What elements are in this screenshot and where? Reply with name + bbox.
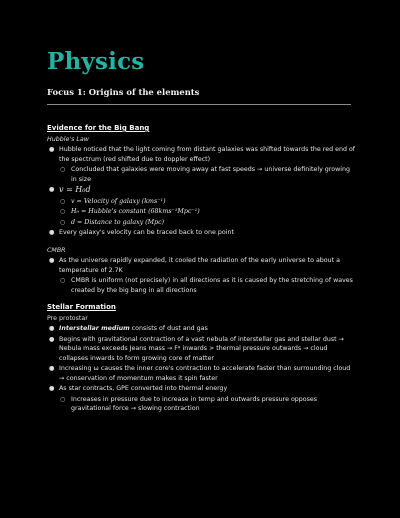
hollow-bullet-icon: ○: [60, 218, 66, 226]
list-item-text: Increasing ω causes the inner core's contraction to accelerate faster than surrounding cloud → conservation of momentum makes it spin faster: [59, 365, 351, 382]
hubble-list: [47, 145, 357, 238]
list-item: [58, 276, 357, 295]
list-item: [47, 185, 357, 196]
section-heading-stellar-formation: Stellar Formation: [47, 303, 116, 311]
hollow-bullet-icon: ○: [60, 166, 66, 173]
list-item: [47, 324, 357, 334]
bullet-icon: ●: [49, 229, 55, 236]
list-item-text: consists of dust and gas: [129, 325, 208, 332]
cmbr-list: [47, 256, 357, 295]
list-item-text: As star contracts, GPE converted into thermal energy: [59, 385, 228, 392]
list-item-text: Concluded that galaxies were moving away at fast speeds → universe definitely growing in size: [71, 166, 350, 183]
page-title: Physics: [47, 48, 145, 75]
subheading-hubbles-law: Hubble's Law: [47, 135, 89, 143]
bullet-icon: ●: [49, 146, 55, 153]
bullet-icon: ●: [49, 325, 55, 332]
list-item: [47, 228, 357, 238]
list-item: [58, 197, 357, 207]
list-item: [47, 256, 357, 275]
page-subtitle: Focus 1: Origins of the elements: [47, 87, 200, 97]
term-interstellar-medium: Interstellar medium: [59, 325, 130, 332]
list-item-text: Hubble noticed that the light coming from distant galaxies was shifted towards the red end of the spectrum (red shifted due to doppler effect): [59, 146, 356, 163]
definition-d: d = Distance to galaxy (Mpc): [71, 218, 165, 226]
hollow-bullet-icon: ○: [60, 277, 66, 284]
definition-v: v = Velocity of galaxy (kms⁻¹): [71, 197, 166, 205]
list-item: [58, 165, 357, 184]
bullet-icon: ●: [49, 186, 55, 193]
bullet-icon: ●: [49, 335, 55, 343]
list-item: [58, 218, 357, 228]
list-item: [58, 207, 357, 217]
list-item-text: Begins with gravitational contraction of a vast nebula of interstellar gas and stellar dust → Nebula mass exceeds Jeans mass → Fᵍ inwards > thermal pressure outwards → cloud collapses inwards to form growing core of matter: [59, 335, 344, 362]
bullet-icon: ●: [49, 365, 55, 372]
list-item-text: As the universe rapidly expanded, it cooled the radiation of the early universe to about a temperature of 2.7K: [59, 257, 340, 274]
subheading-cmbr: CMBR: [47, 246, 66, 254]
hollow-bullet-icon: ○: [60, 197, 66, 205]
bullet-icon: ●: [49, 257, 55, 264]
section-heading-big-bang: Evidence for the Big Bang: [47, 124, 150, 132]
list-item: [47, 335, 357, 364]
stellar-list: [47, 324, 357, 414]
hubble-equation: v = H₀d: [59, 185, 91, 194]
definition-h0: H₀ = Hubble's constant (68kms⁻¹Mpc⁻¹): [71, 208, 200, 215]
list-item: [47, 384, 357, 394]
hollow-bullet-icon: ○: [60, 208, 66, 215]
list-item-text: Increases in pressure due to increase in temp and outwards pressure opposes gravitational force → slowing contraction: [71, 395, 318, 412]
list-item-text: CMBR is uniform (not precisely) in all directions as it is caused by the stretching of waves created by the big bang in all directions: [71, 277, 353, 294]
notes-content: [47, 124, 357, 415]
subheading-pre-protostar: Pre protostar: [47, 314, 88, 322]
bullet-icon: ●: [49, 385, 55, 392]
hollow-bullet-icon: ○: [60, 395, 66, 403]
list-item: [47, 364, 357, 383]
list-item: [47, 145, 357, 164]
list-item-text: Every galaxy's velocity can be traced back to one point: [59, 229, 234, 236]
list-item: [58, 395, 357, 414]
divider: [47, 104, 351, 105]
